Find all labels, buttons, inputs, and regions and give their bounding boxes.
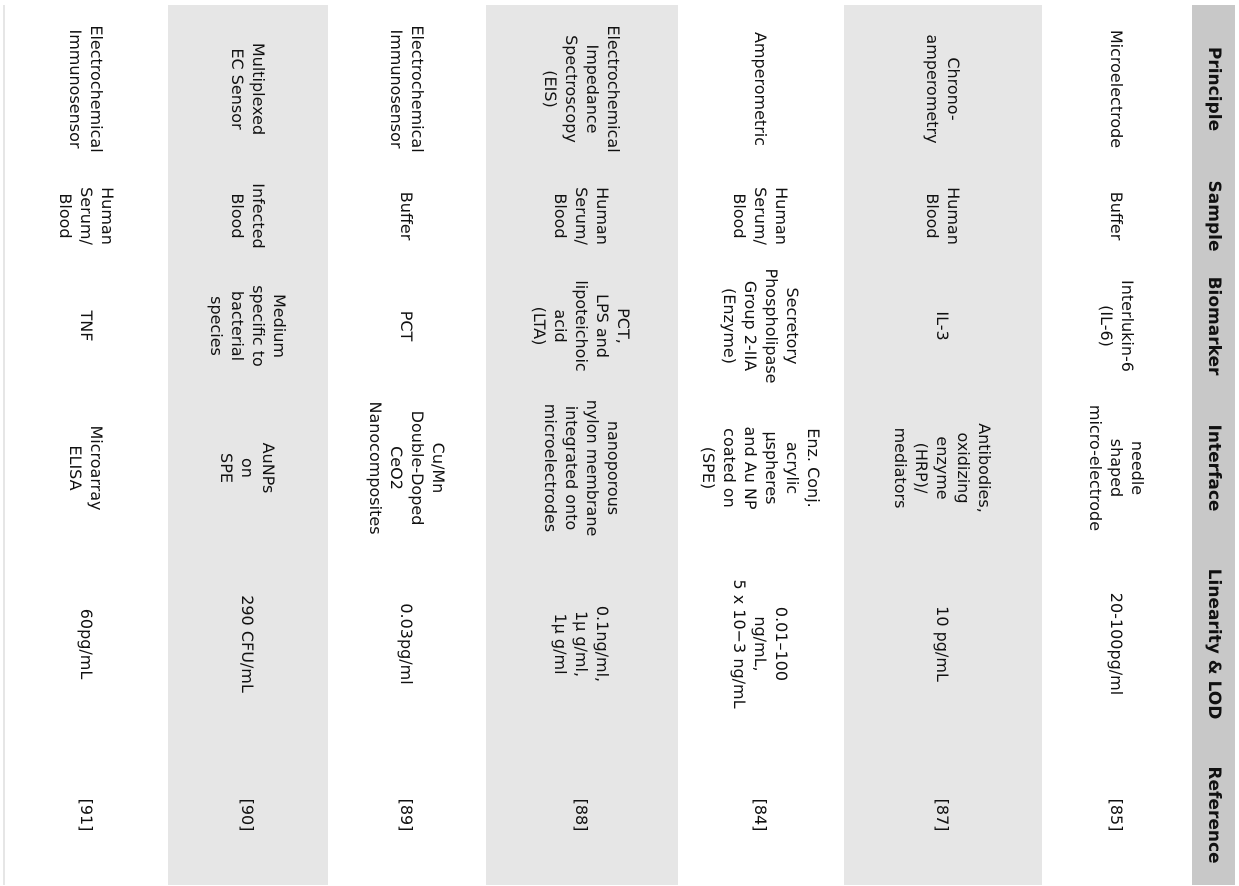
cell-interface: Microarray ELISA — [66, 425, 107, 511]
cell-biomarker: Medium specific to bacterial species — [207, 285, 289, 367]
cell-interface: Antibodies, oxidizing enzyme (HRP)/ mediators — [891, 423, 995, 513]
cell-sample: Buffer — [1107, 191, 1127, 241]
table-bottom-rule — [3, 5, 5, 885]
cell-sample: Buffer — [397, 191, 417, 241]
cell-principle: Chrono- amperometry — [923, 34, 963, 144]
cell-reference: [85] — [1107, 798, 1127, 832]
cell-reference: [87] — [933, 798, 953, 832]
cell-principle: Electrochemical Immunosensor — [387, 25, 427, 153]
table-row — [1042, 5, 1192, 885]
cell-reference: [84] — [751, 798, 771, 832]
header-biomarker: Biomarker — [1204, 276, 1224, 376]
cell-biomarker: PCT — [397, 310, 417, 342]
cell-interface: needle shaped micro-electrode — [1086, 404, 1148, 532]
cell-linearity: 60pg/mL — [77, 608, 96, 680]
cell-biomarker: Interlukin-6 (IL-6) — [1097, 280, 1137, 372]
table-row — [5, 5, 168, 885]
cell-principle: Electrochemical Immunosensor — [66, 25, 107, 153]
cell-linearity: 0.03pg/ml — [397, 603, 417, 685]
table-row — [678, 5, 844, 885]
cell-interface: Cu/Mn Double-Doped CeO2 Nanocomposites — [366, 401, 448, 535]
header-interface: Interface — [1204, 424, 1224, 512]
cell-sample: Human Serum/ Blood — [730, 187, 792, 245]
table-row — [328, 5, 486, 885]
cell-reference: [90] — [238, 798, 258, 832]
cell-biomarker: PCT, LPS and lipoteichoic acid (LTA) — [530, 280, 634, 372]
cell-principle: Multiplexed EC Sensor — [228, 42, 268, 136]
cell-principle: Microelectrode — [1107, 29, 1127, 149]
cell-principle: Amperometric — [751, 31, 771, 147]
table-row — [486, 5, 678, 885]
cell-reference: [88] — [572, 798, 592, 832]
header-reference: Reference — [1204, 766, 1224, 864]
cell-sample: Human Blood — [923, 187, 963, 245]
cell-principle: Electrochemical Impedance Spectroscopy (EIS) — [541, 25, 623, 153]
table-header-row — [1192, 5, 1235, 885]
cell-reference: [89] — [397, 798, 417, 832]
cell-interface: nanoporous nylon membrane integrated onto microelectrodes — [541, 399, 623, 537]
cell-biomarker: IL-3 — [933, 311, 953, 341]
cell-sample: Infected Blood — [228, 183, 268, 249]
cell-linearity: 0.01–100 ng/mL, 5 x 10−3 ng/mL — [730, 579, 792, 709]
cell-reference: [91] — [77, 798, 96, 832]
cell-sample: Human Serum/ Blood — [56, 187, 117, 245]
cell-linearity: 290 CFU/mL — [238, 595, 258, 693]
data-table — [5, 5, 1235, 885]
table-row — [844, 5, 1042, 885]
cell-linearity: 0.1ng/ml, 1μ g/ml, 1μ g/ml — [551, 605, 613, 683]
header-linearity-lod: Linearity & LOD — [1204, 568, 1224, 720]
cell-interface: Enz. Conj. acrylic μspheres and Au NP coated on (SPE) — [699, 426, 823, 510]
cell-biomarker: Secretory Phospholipase Group 2-IIA (Enzyme) — [720, 268, 802, 384]
header-principle: Principle — [1204, 46, 1224, 132]
header-sample: Sample — [1204, 180, 1224, 252]
table-row — [168, 5, 328, 885]
cell-linearity: 20-100pg/ml — [1107, 592, 1127, 696]
cell-linearity: 10 pg/mL — [933, 606, 953, 682]
cell-biomarker: TNF — [77, 310, 96, 342]
cell-interface: AuNPs on SPE — [217, 442, 279, 494]
cell-sample: Human Serum/ Blood — [551, 187, 613, 245]
